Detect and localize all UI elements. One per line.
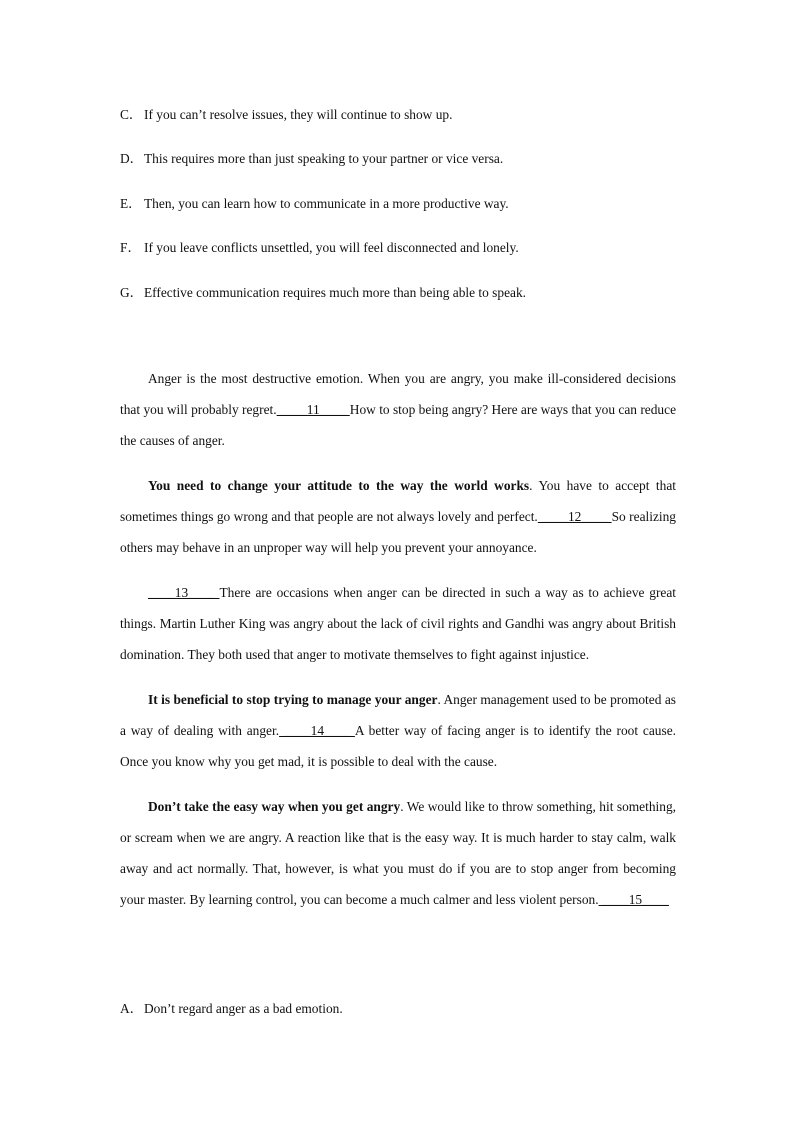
option-text: Then, you can learn how to communicate in a more productive way. xyxy=(144,196,509,211)
blank-12: ____12____ xyxy=(537,509,612,524)
paragraph-text: . You have to accept that sometimes things go wrong and that people are not always lovely and perfect. xyxy=(120,478,676,524)
blank-15: ____15____ xyxy=(598,892,669,907)
blank-14: ____14____ xyxy=(279,723,355,738)
option-text: If you leave conflicts unsettled, you will feel disconnected and lonely. xyxy=(144,240,519,255)
paragraph-heading: Don’t take the easy way when you get angry xyxy=(148,799,401,814)
paragraph-2 xyxy=(120,470,676,563)
option-letter: D． xyxy=(120,151,144,166)
option-a xyxy=(120,998,343,1017)
paragraph-1 xyxy=(120,363,676,456)
blank-11: ____11____ xyxy=(276,402,350,417)
paragraph-5 xyxy=(120,791,676,915)
option-letter: F． xyxy=(120,240,141,255)
paragraph-heading: It is beneficial to stop trying to manage your anger xyxy=(148,692,438,707)
option-g xyxy=(120,282,526,301)
option-letter: E． xyxy=(120,196,142,211)
paragraph-text: . Anger management used to be promoted as a way of dealing with anger. xyxy=(120,692,676,738)
option-letter: A． xyxy=(120,1001,144,1016)
paragraph-heading: You need to change your attitude to the way the world works xyxy=(148,478,530,493)
option-e xyxy=(120,193,509,212)
option-d xyxy=(120,148,503,167)
paragraph-text: So realizing others may behave in an unproper way will help you prevent your annoyance. xyxy=(120,509,677,555)
option-text: Effective communication requires much more than being able to speak. xyxy=(144,285,526,300)
paragraph-text: A better way of facing anger is to identify the root cause. Once you know why you get mad, it is possible to deal with the cause. xyxy=(120,723,676,769)
option-text: Don’t regard anger as a bad emotion. xyxy=(144,1001,343,1016)
paragraph-4 xyxy=(120,684,676,777)
option-letter: G． xyxy=(120,285,144,300)
blank-13: ____13____ xyxy=(148,585,220,600)
option-c xyxy=(120,104,452,123)
option-letter: C． xyxy=(120,107,143,122)
option-text: If you can’t resolve issues, they will continue to show up. xyxy=(144,107,453,122)
option-f xyxy=(120,237,519,256)
paragraph-text: . We would like to throw something, hit something, or scream when we are angry. A reaction like that is the easy way. It is much harder to stay calm, walk away and act normally. That, however, is what you must do if you are to stop anger from becoming your master. By learning control, you can become a much calmer and less violent person. xyxy=(120,799,676,907)
paragraph-text: Anger is the most destructive emotion. When you are angry, you make ill-considered decisions that you will probably regret. xyxy=(120,371,676,417)
paragraph-3 xyxy=(120,577,676,670)
paragraph-text: How to stop being angry? Here are ways that you can reduce the causes of anger. xyxy=(120,402,677,448)
option-text: This requires more than just speaking to your partner or vice versa. xyxy=(144,151,504,166)
reading-passage xyxy=(120,363,676,929)
paragraph-text: There are occasions when anger can be directed in such a way as to achieve great things. Martin Luther King was angry about the lack of civil rights and Gandhi was angry about British domination. They both used that anger to motivate themselves to fight against injustice. xyxy=(120,585,677,662)
